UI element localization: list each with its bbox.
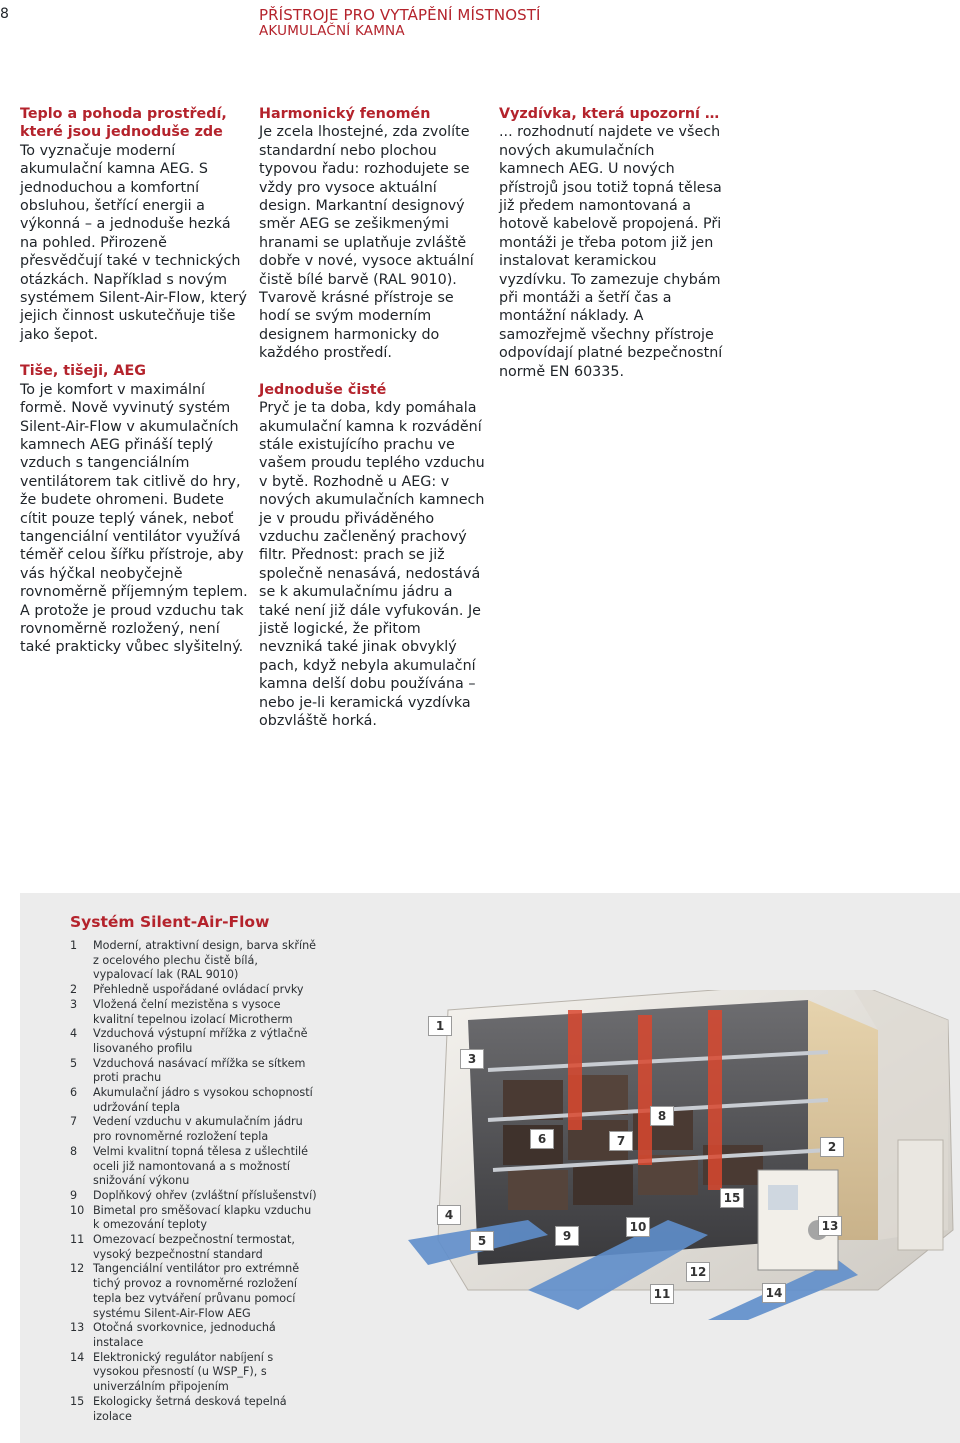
callout-6: 6 [530,1129,554,1149]
legend-text: Ekologicky šetrná desková tepelná izolace [93,1394,287,1423]
col2-paragraph-2: Pryč je ta doba, kdy pomáhala akumulační kamna k rozvádění stále existujícího prachu ve vašem proudu teplého vzduchu v bytě. Rozhodně u AEG: v nových akumulačních kamnech je v proudu přiváděného vzduchu začleněný prachový filtr. Přednost: prach se již společně nenasává, nedostává se k akumulačnímu jádru a také není již dále vyfukován. Je jistě logické, že přitom nevzniká také jinak obvyklý pach, když nebyla akumulační kamna delší dobu používána – nebo je-li keramická vyzdívka obzvláště horká. [259,400,485,729]
legend-text: Elektronický regulátor nabíjení s vysokou přesností (u WSP_F), s univerzálním připojením [93,1350,274,1394]
legend-item [70,1395,320,1424]
legend-number: 11 [70,1233,85,1247]
legend-text: Moderní, atraktivní design, barva skříně z ocelového plechu čistě bílá, vypalovací lak (RAL 9010) [93,939,317,982]
legend-text: Tangenciální ventilátor pro extrémně tichý provoz a rovnoměrné rozložení tepla bez vytváření průvanu pomocí systému Silent-Air-Flow AEG [93,1262,300,1320]
callout-8: 8 [650,1106,674,1126]
legend-text: Doplňkový ohřev (zvláštní příslušenství) [93,1188,317,1202]
legend-number: 13 [70,1321,85,1335]
legend-number: 15 [70,1394,85,1408]
col3-paragraph-1: ... rozhodnutí najdete ve všech nových akumulačních kamnech AEG. U nových přístrojů jsou totiž topná tělesa již předem namontovaná a hotově kabelově propojená. Při montáži je třeba potom již jen instalovat keramickou vyzdívku. To zamezuje chybám při montáži a šetří čas a montážní náklady. A samozřejmě všechny přístroje odpovídají platné bezpečnostní normě EN 60335. [499,124,723,380]
legend-number: 7 [70,1115,78,1129]
legend-item [70,1145,320,1189]
col3-heading-1: Vyzdívka, která upozorní … [499,106,720,122]
callout-1: 1 [428,1016,452,1036]
column-1 [20,105,248,675]
legend-text: Vedení vzduchu v akumulačním jádru pro rovnoměrné rozložení tepla [93,1115,303,1144]
heater-illustration [408,990,960,1320]
col1-heading-2: Tiše, tišeji, AEG [20,363,146,380]
legend-number: 6 [70,1086,78,1100]
legend-number: 9 [70,1188,78,1202]
legend-text: Otočná svorkovnice, jednoduchá instalace [93,1321,276,1349]
legend-item [70,1262,320,1321]
callout-9: 9 [555,1226,579,1246]
legend-list [70,939,320,1424]
callout-2: 2 [820,1137,844,1157]
header-subtitle: AKUMULAČNÍ KAMNA [259,23,405,39]
callout-15: 15 [720,1188,744,1208]
legend-text: Vložená čelní mezistěna s vysoce kvalitní tepelnou izolací Microtherm [93,997,293,1026]
legend-text: Akumulační jádro s vysokou schopností udržování tepla [93,1086,313,1114]
column-2 [259,105,487,748]
callout-3: 3 [460,1049,484,1069]
callout-10: 10 [626,1217,650,1237]
legend-number: 14 [70,1350,85,1364]
legend-item [70,1057,320,1086]
callout-7: 7 [609,1131,633,1151]
legend-number: 3 [70,997,78,1011]
legend-number: 1 [70,939,78,952]
legend-number: 10 [70,1203,85,1217]
callout-5: 5 [470,1231,494,1251]
legend-item [70,1115,320,1144]
header-title: PŘÍSTROJE PRO VYTÁPĚNÍ MÍSTNOSTÍ [259,6,541,24]
legend-item [70,1351,320,1395]
col2-heading-1: Harmonický fenomén [259,106,431,122]
legend-number: 5 [70,1056,78,1070]
callout-13: 13 [818,1216,842,1236]
legend-item [70,1321,320,1350]
legend-number: 12 [70,1262,85,1276]
legend-text: Vzduchová výstupní mřížka z výtlačně lisovaného profilu [93,1027,308,1055]
legend-text: Přehledně uspořádané ovládací prvky [93,983,304,997]
legend-text: Velmi kvalitní topná tělesa z ušlechtilé oceli již namontovaná a s možností snižování výkonu [93,1144,309,1188]
col1-heading-1: Teplo a pohoda prostředí, které jsou jednoduše zde [20,106,227,141]
col2-heading-2: Jednoduše čisté [259,381,387,398]
legend-item [70,1233,320,1262]
callout-4: 4 [437,1205,461,1225]
panel-title: Systém Silent-Air-Flow [70,913,270,931]
legend-item [70,983,320,998]
legend-text: Bimetal pro směšovací klapku vzduchu k omezování teploty [93,1203,312,1232]
legend-item [70,1189,320,1204]
col1-paragraph-1: To vyznačuje moderní akumulační kamna AEG. S jednoduchou a komfortní obsluhou, šetřící energii a výkonná – a jednoduše hezká na pohled. Přirozeně přesvědčují také v technických otázkách. Například s novým systémem Silent-Air-Flow, který jejich činnost uskutečňuje tiše jako šepot. [20,142,247,343]
legend-item [70,998,320,1027]
legend-text: Vzduchová nasávací mřížka se sítkem proti prachu [93,1056,306,1085]
legend-item [70,1086,320,1115]
callout-11: 11 [650,1284,674,1304]
legend-item [70,1204,320,1233]
legend-item [70,1027,320,1056]
page-number: 8 [0,6,9,22]
callout-12: 12 [686,1262,710,1282]
legend-number: 2 [70,983,78,997]
legend-text: Omezovací bezpečnostní termostat, vysoký bezpečnostní standard [93,1233,295,1261]
legend-number: 8 [70,1144,78,1158]
column-3 [499,105,724,399]
col2-paragraph-1: Je zcela lhostejné, zda zvolíte standardní nebo plochou typovou řadu: rozhodujete se vždy pro vysoce aktuální design. Markantní designový směr AEG se zešikmenými hranami se uplatňuje zvláště dobře v nové, vysoce aktuální čistě bílé barvě (RAL 9010). Tvarově krásné přístroje se hodí se svým moderním designem harmonicky do každého prostředí. [259,124,474,362]
col1-paragraph-2: To je komfort v maximální formě. Nově vyvinutý systém Silent-Air-Flow v akumulačních kamnech AEG přináší teplý vzduch s tangenciálním ventilátorem tak citlivě do hry, že budete ohromeni. Budete cítit pouze teplý vánek, neboť tangenciální ventilátor využívá téměř celou šířku přístroje, aby vás hýčkal neobyčejně rovnoměrně příjemným teplem. A protože je proud vzduchu tak rovnoměrně rozložený, není také prakticky vůbec slyšitelný. [20,381,248,656]
legend-item [70,939,320,983]
legend-number: 4 [70,1027,78,1041]
callout-14: 14 [762,1283,786,1303]
